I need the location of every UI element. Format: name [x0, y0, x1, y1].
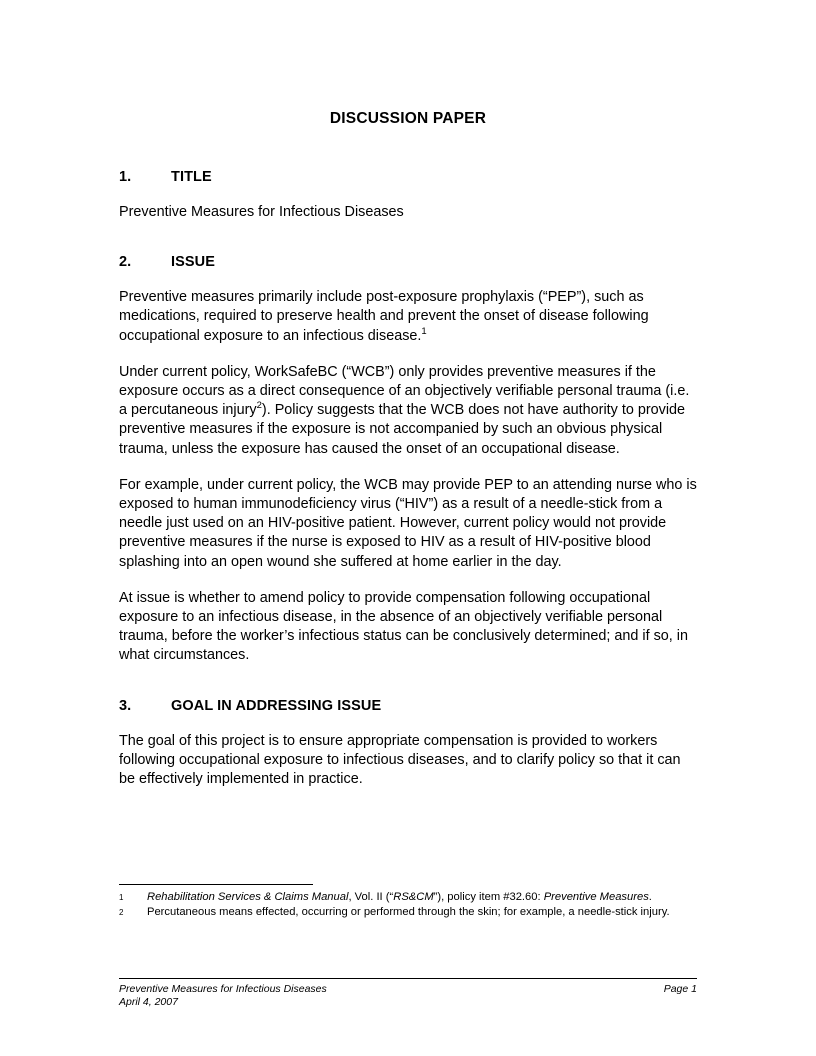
footnote-1 — [119, 891, 697, 905]
document-content — [119, 0, 697, 789]
footnotes-area — [119, 884, 697, 920]
section-heading-title — [119, 169, 697, 185]
section-number-3: 3. — [119, 697, 132, 714]
section-2-paragraph-4: At issue is whether to amend policy to provide compensation following occupational exposure to an infectious disease, in the absence of an objectively verifiable personal trauma, before the worker’s infectious status can be conclusively determined; and if so, in what circumstances. — [119, 589, 688, 664]
section-label-3: GOAL IN ADDRESSING ISSUE — [171, 697, 382, 714]
section-2-paragraph-1 — [119, 288, 697, 346]
footer-left — [119, 983, 327, 1009]
footnote-1-tail: . — [648, 891, 652, 903]
page-title: DISCUSSION PAPER — [329, 110, 487, 127]
footnote-1-text — [147, 891, 697, 905]
section-label-1: TITLE — [171, 169, 212, 185]
footnote-2 — [119, 906, 697, 920]
section-2-paragraph-3: For example, under current policy, the WCB may provide PEP to an attending nurse who is exposed to human immunodeficiency virus (“HIV”) as a result of a needle-stick from a needle just used on an HIV-positive patient. However, current policy would not provide preventive measures if the nurse is exposed to HIV as a result of HIV-positive blood splashing into an open wound she suffered at home earlier in the day. — [119, 476, 697, 570]
section-heading-issue — [119, 254, 697, 270]
footnote-2-text: Percutaneous means effected, occurring or performed through the skin; for example, a needle-stick injury. — [147, 905, 670, 918]
footer-row — [119, 983, 697, 1009]
footnote-1-mid-1: , Vol. II (“ — [348, 891, 394, 903]
section-2-paragraph-2-text: Under current policy, WorkSafeBC (“WCB”) only provides preventive measures if the exposure occurs as a direct consequence of an objectively verifiable personal trauma (i.e. a percutaneous injury — [119, 363, 690, 419]
footnote-separator — [119, 884, 313, 885]
footnote-1-italic-tail: Preventive Measures — [543, 891, 649, 903]
footer-separator — [119, 978, 697, 979]
footnote-1-marker: 1 — [119, 893, 124, 902]
footnote-ref-2[interactable]: 2 — [256, 400, 262, 412]
section-heading-goal — [119, 698, 697, 714]
section-3-paragraph-1: The goal of this project is to ensure appropriate compensation is provided to workers following occupational exposure to infectious diseases, and to clarify policy so that it can be effectively implemented in practice. — [119, 732, 681, 788]
section-2-paragraph-1-text: Preventive measures primarily include post-exposure prophylaxis (“PEP”), such as medications, required to preserve health and prevent the onset of disease following occupational exposure to an infectious disease. — [119, 289, 649, 344]
footnote-ref-1[interactable]: 1 — [421, 325, 427, 337]
footer-document-title: Preventive Measures for Infectious Diseases — [119, 983, 327, 995]
footer-page-number: Page 1 — [663, 983, 697, 995]
section-1-paragraph-1: Preventive Measures for Infectious Diseases — [119, 204, 404, 220]
footnote-2-marker: 2 — [119, 907, 124, 917]
footer-date: April 4, 2007 — [119, 996, 178, 1008]
footnote-1-italic-mid: RS&CM — [393, 891, 434, 903]
section-label-2: ISSUE — [171, 254, 216, 271]
section-2-paragraph-2 — [119, 363, 697, 459]
section-number-1: 1. — [119, 169, 132, 185]
footnote-1-italic-lead: Rehabilitation Services & Claims Manual — [147, 891, 349, 903]
footnote-1-mid-2: ”), policy item #32.60: — [433, 891, 544, 903]
section-number-2: 2. — [119, 254, 132, 271]
section-2-paragraph-2-continuation: ). Policy suggests that the WCB does not have authority to provide preventive measures if the exposure is not accompanied by such an obvious physical trauma, unless the exposure has caused the onset of an occupational disease. — [119, 402, 686, 457]
page-footer — [119, 978, 697, 1009]
